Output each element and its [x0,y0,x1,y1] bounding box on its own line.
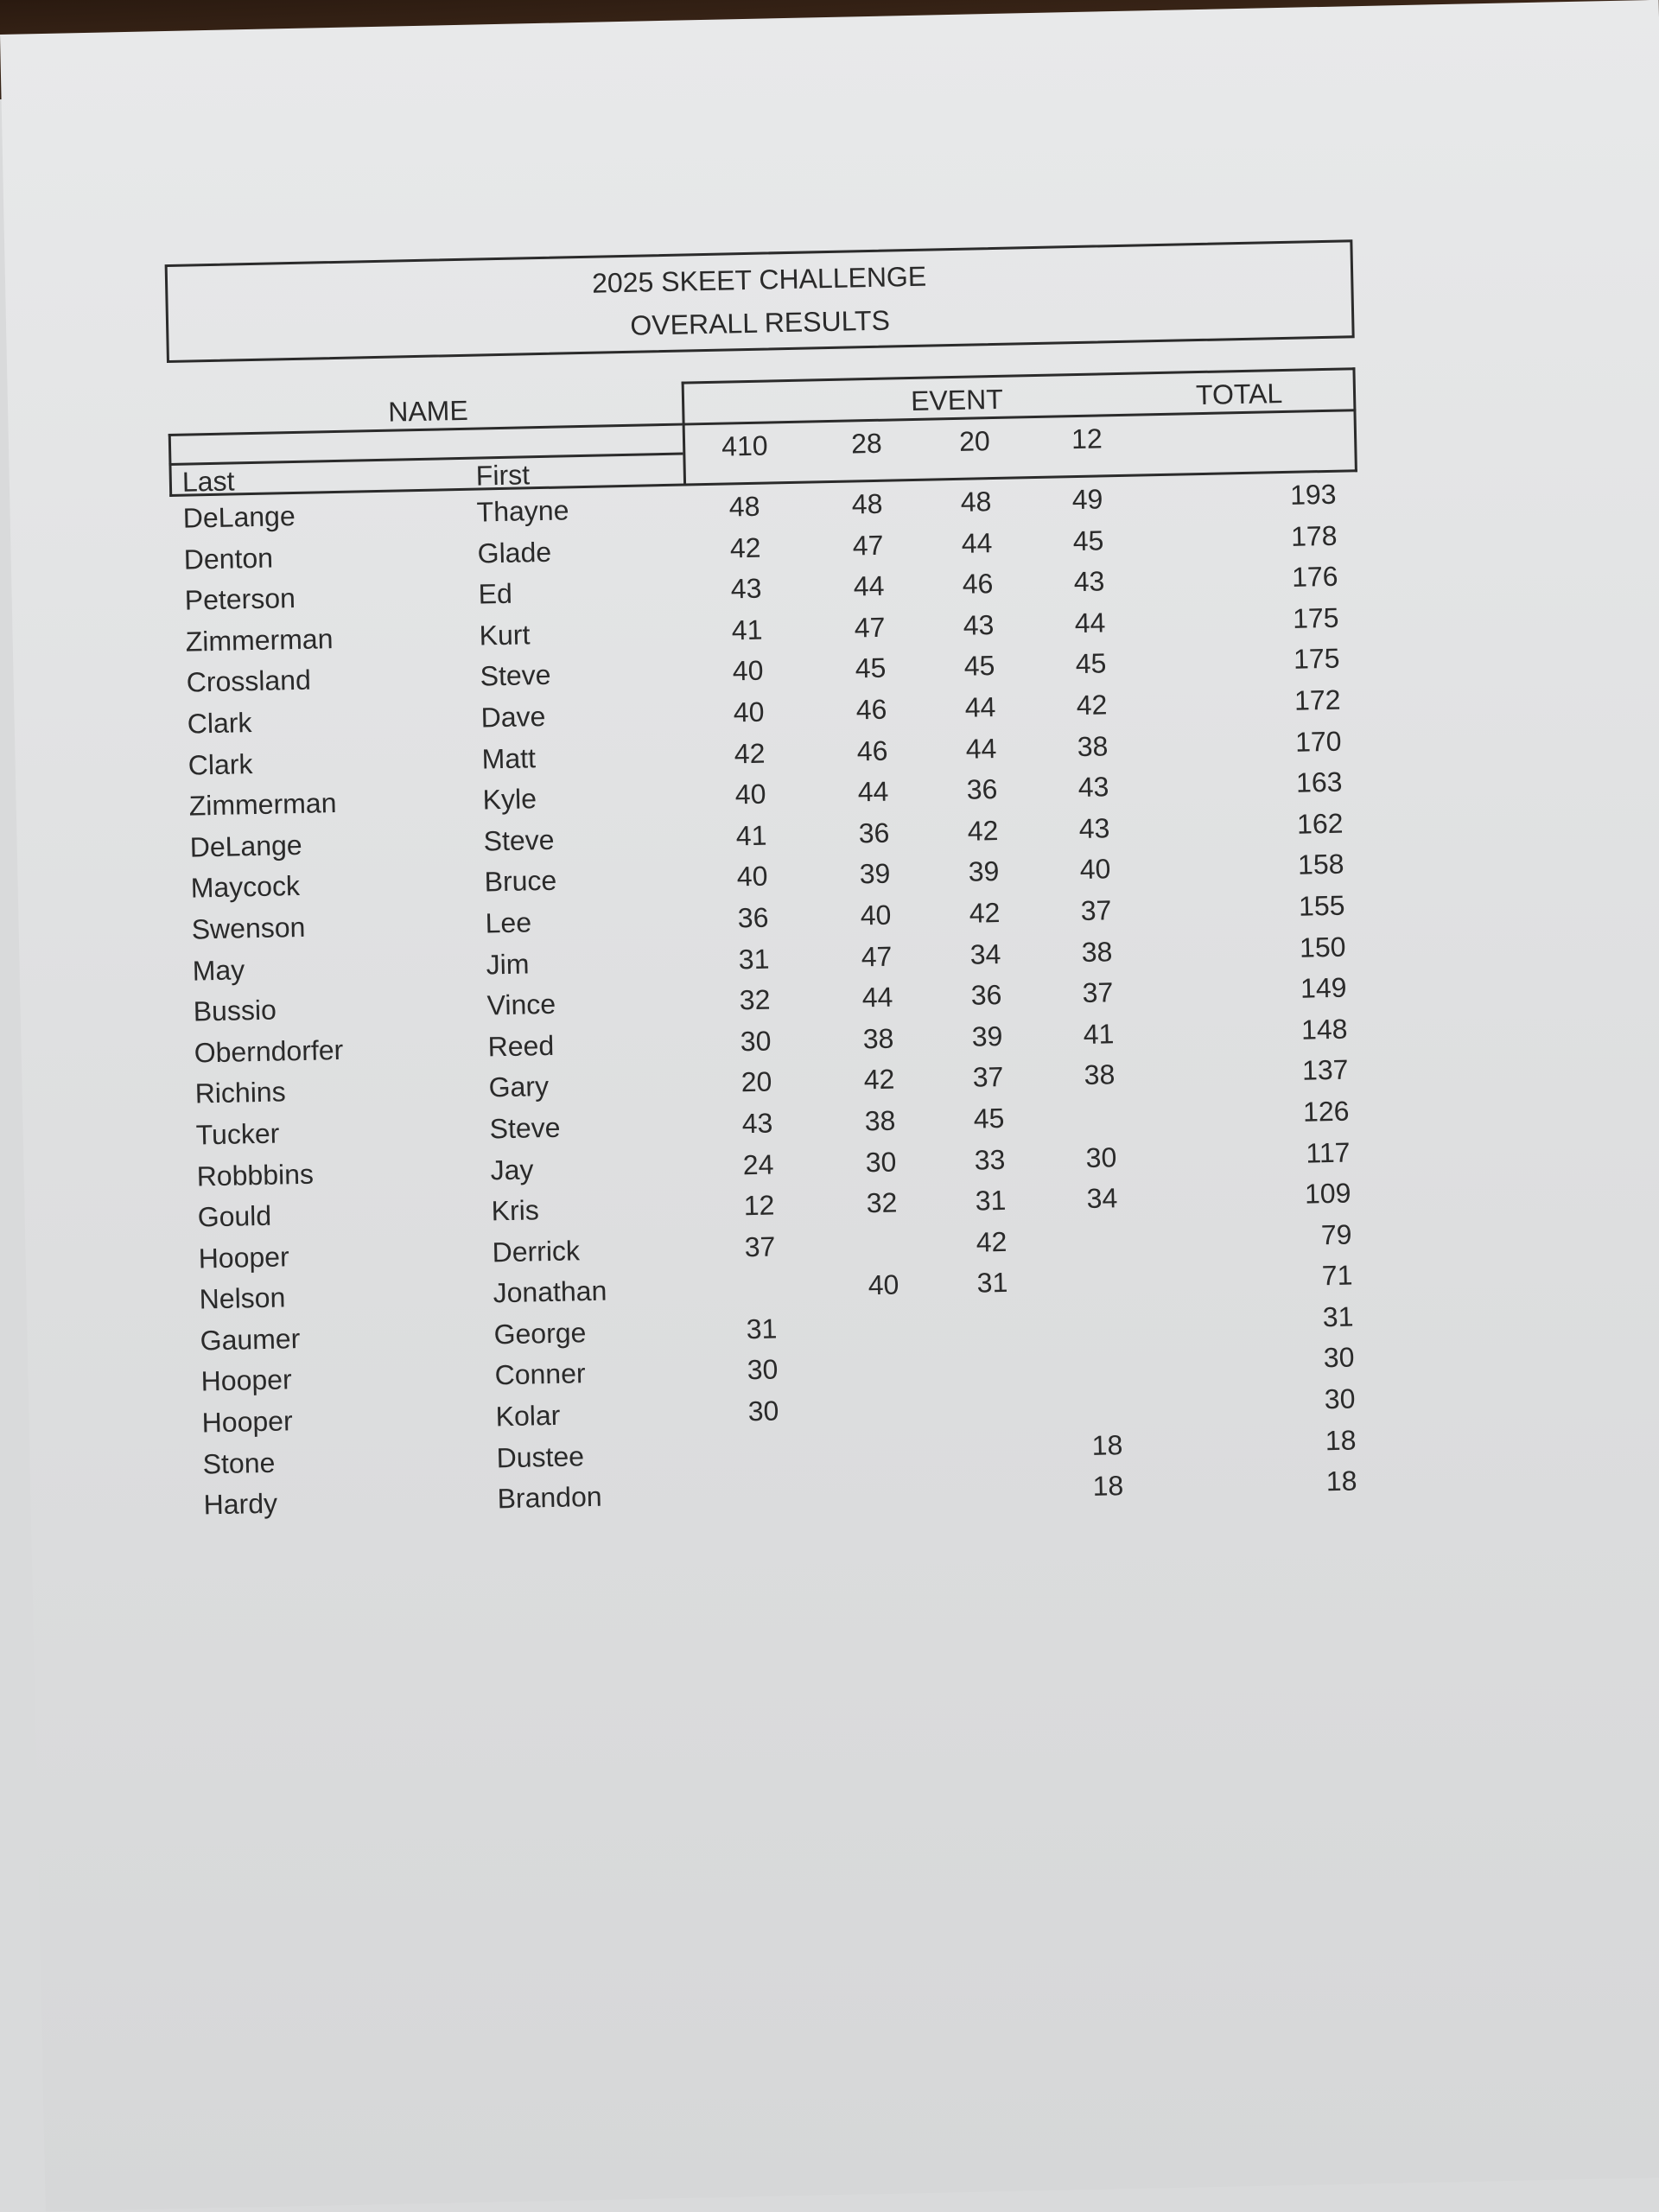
event-20-score: 39 [971,1020,1003,1052]
event-28-score: 42 [863,1063,895,1096]
event-28-score: 32 [866,1186,898,1219]
last-name-cell: Hardy [203,1487,278,1521]
last-name-cell: Gould [197,1199,272,1233]
last-name-cell: Clark [187,707,252,740]
last-name-cell: Swenson [191,911,306,945]
event-410-score: 30 [740,1025,772,1058]
event-410-score: 30 [747,1353,779,1386]
total-score: 175 [1292,601,1339,634]
header-event-20: 20 [958,425,991,457]
last-name-cell: Maycock [190,870,301,904]
event-410-score: 42 [734,737,766,769]
event-410-score: 42 [729,531,761,564]
event-12-score: 43 [1078,812,1110,844]
total-score: 163 [1295,766,1343,798]
event-12-score: 40 [1079,853,1111,886]
last-name-cell: Stone [202,1446,276,1480]
event-12-score: 34 [1086,1182,1118,1215]
event-28-score: 47 [852,529,884,562]
last-name-cell: Robbbins [196,1158,315,1192]
event-20-score: 45 [973,1102,1005,1135]
event-28-score: 38 [864,1104,896,1137]
title-line-1: 2025 SKEET CHALLENGE [591,260,927,299]
total-score: 176 [1291,560,1338,594]
event-28-score: 44 [853,569,885,602]
event-20-score: 37 [972,1061,1004,1093]
last-name-cell: Nelson [199,1281,286,1315]
total-score: 79 [1320,1218,1352,1250]
first-name-cell: Thayne [476,494,569,528]
event-12-score: 37 [1082,976,1114,1009]
event-410-score: 41 [731,613,763,646]
header-right-border [1352,367,1357,472]
event-410-score: 40 [733,696,765,728]
header-first: First [475,459,531,492]
first-name-cell: Vince [486,988,556,1021]
last-name-cell: Denton [183,542,274,575]
event-20-score: 33 [974,1143,1006,1176]
last-name-cell: Tucker [195,1117,280,1151]
event-20-score: 42 [976,1225,1007,1258]
event-28-score: 47 [861,940,893,972]
event-20-score: 34 [969,938,1001,970]
total-score: 30 [1324,1382,1356,1415]
event-410-score: 31 [738,943,770,975]
event-12-score: 43 [1073,565,1105,598]
table-header [168,367,1357,496]
total-score: 137 [1301,1053,1349,1087]
event-12-score: 44 [1074,607,1106,639]
results-rows [169,478,1379,1530]
event-410-score: 48 [728,490,760,523]
event-12-score: 45 [1075,647,1107,680]
event-28-score: 46 [855,693,887,726]
event-410-score: 41 [735,819,767,852]
event-28-score: 45 [855,652,887,684]
total-score: 109 [1304,1177,1351,1210]
event-20-score: 46 [962,568,994,600]
event-410-score: 32 [739,983,771,1016]
total-score: 126 [1302,1095,1350,1128]
event-12-score: 37 [1080,894,1112,926]
event-28-score: 40 [860,899,892,931]
event-20-score: 31 [976,1267,1008,1299]
first-name-cell: Matt [481,741,537,775]
total-score: 117 [1306,1136,1351,1169]
event-20-score: 31 [975,1185,1007,1217]
first-name-cell: Kurt [479,619,531,652]
event-12-score: 41 [1083,1017,1115,1050]
total-score: 193 [1289,478,1337,511]
event-410-score: 20 [741,1065,772,1098]
last-name-cell: May [192,953,245,987]
event-20-score: 36 [966,773,998,805]
total-score: 148 [1300,1013,1348,1046]
last-name-cell: Hooper [201,1405,294,1439]
header-name: NAME [387,394,469,428]
first-name-cell: Jay [490,1153,534,1185]
event-20-score: 45 [963,650,995,683]
event-410-score: 36 [737,901,769,934]
event-12-score: 30 [1085,1141,1117,1173]
event-20-score: 42 [967,814,999,847]
event-410-score: 30 [747,1395,779,1427]
event-20-score: 48 [960,486,992,518]
event-12-score: 49 [1071,483,1103,516]
event-410-score: 37 [744,1230,776,1262]
event-12-score: 18 [1091,1428,1123,1461]
header-event-28: 28 [850,427,883,460]
header-event-12: 12 [1071,423,1103,455]
first-name-cell: Gary [488,1071,550,1103]
event-12-score: 38 [1077,729,1109,762]
first-name-cell: Brandon [497,1481,602,1515]
total-score: 172 [1294,683,1341,716]
header-total: TOTAL [1195,378,1283,411]
total-score: 18 [1325,1465,1357,1497]
first-name-cell: Kris [491,1194,540,1227]
event-12-score: 38 [1081,935,1113,968]
event-12-score: 18 [1092,1470,1124,1503]
first-name-cell: Conner [494,1357,586,1391]
first-name-cell: Steve [480,659,551,692]
first-name-cell: Dave [480,700,546,734]
event-28-score: 47 [854,611,886,644]
first-name-cell: Ed [478,577,513,610]
total-score: 149 [1300,971,1347,1004]
total-score: 150 [1299,931,1346,963]
event-410-score: 43 [730,572,762,605]
first-name-cell: Steve [483,823,555,857]
event-28-score: 46 [856,734,888,766]
event-410-score: 12 [743,1189,775,1222]
event-410-score: 24 [742,1148,774,1180]
event-410-score: 40 [732,655,764,687]
first-name-cell: Bruce [484,865,557,898]
total-score: 71 [1321,1259,1353,1292]
event-28-score: 30 [865,1146,897,1178]
total-score: 170 [1294,725,1342,758]
last-name-cell: Crossland [186,664,312,699]
total-score: 30 [1323,1341,1355,1374]
first-name-cell: Dustee [496,1440,585,1473]
event-28-score: 44 [857,775,889,808]
last-name-cell: Zimmerman [188,787,337,822]
event-12-score: 42 [1076,689,1108,721]
last-name-cell: Gaumer [200,1322,301,1357]
first-name-cell: Glade [477,536,552,569]
event-410-score: 40 [734,778,766,810]
first-name-cell: Jim [486,947,530,980]
first-name-cell: Jonathan [493,1274,607,1309]
total-score: 162 [1296,807,1344,840]
header-event: EVENT [910,383,1004,417]
total-score: 158 [1297,848,1344,881]
event-28-score: 40 [868,1268,899,1301]
last-name-cell: Richins [194,1076,286,1109]
event-20-score: 39 [968,855,1000,888]
event-28-score: 48 [851,487,883,520]
header-event-410: 410 [721,429,768,462]
first-name-cell: Kolar [495,1399,561,1433]
event-28-score: 36 [858,817,890,849]
event-20-score: 44 [961,526,993,559]
results-document [165,239,1379,1530]
last-name-cell: Clark [188,747,253,781]
last-name-cell: Peterson [184,582,296,616]
first-name-cell: George [493,1317,587,1351]
event-12-score: 45 [1072,524,1104,556]
event-20-score: 44 [964,691,996,723]
title-line-2: OVERALL RESULTS [630,304,891,341]
first-name-cell: Lee [485,906,532,939]
header-name-divider [168,453,683,466]
first-name-cell: Reed [487,1029,555,1063]
event-410-score: 31 [746,1313,778,1345]
event-410-score: 40 [736,860,768,893]
last-name-cell: Zimmerman [185,622,334,658]
event-20-score: 36 [970,979,1002,1011]
total-score: 155 [1298,889,1345,922]
last-name-cell: DeLange [182,499,296,534]
event-28-score: 38 [862,1022,894,1055]
first-name-cell: Derrick [492,1234,581,1268]
last-name-cell: Oberndorfer [194,1033,344,1069]
last-name-cell: Hooper [200,1363,293,1397]
first-name-cell: Steve [489,1111,561,1145]
event-20-score: 43 [963,608,995,641]
total-score: 178 [1290,519,1338,552]
header-event-divider [683,409,1357,425]
header-last: Last [181,465,235,498]
last-name-cell: Hooper [198,1240,290,1274]
event-12-score: 38 [1084,1058,1116,1091]
event-12-score: 43 [1077,771,1109,804]
event-20-score: 42 [969,896,1001,929]
last-name-cell: DeLange [189,829,302,863]
total-score: 31 [1322,1300,1354,1333]
event-28-score: 44 [861,981,893,1014]
title-box [165,239,1355,363]
total-score: 175 [1293,643,1340,676]
event-28-score: 39 [859,857,891,890]
event-20-score: 44 [965,732,997,765]
first-name-cell: Kyle [482,783,537,816]
event-410-score: 43 [741,1107,773,1140]
last-name-cell: Bussio [193,994,277,1027]
header-mid-border [682,382,687,486]
total-score: 18 [1325,1424,1357,1456]
